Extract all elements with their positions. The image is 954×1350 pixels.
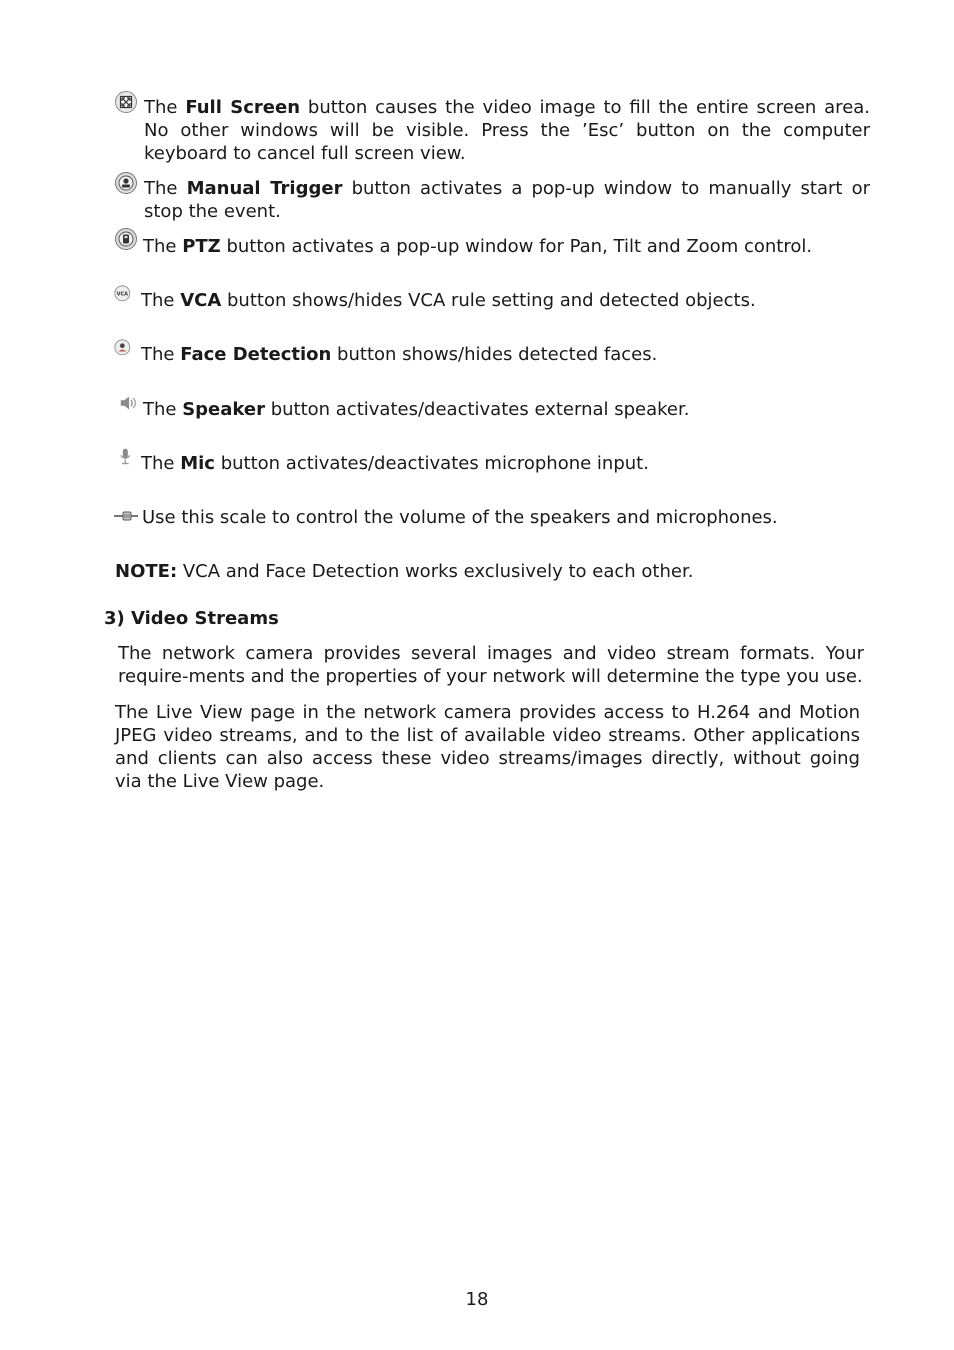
face-detection-icon [114, 339, 134, 359]
fullscreen-description: The Full Screen button causes the video image to fill the entire screen area. No other windows will be visible. Press the ’Esc’ button on the computer keyboard to cancel full screen view. [114, 96, 870, 165]
volume-scale-description: Use this scale to control the volume of the speakers and microphones. [114, 506, 870, 529]
section-heading: 3) Video Streams [104, 608, 279, 629]
page-number: 18 [465, 1289, 489, 1310]
vca-icon [114, 285, 134, 305]
manual-trigger-description: The Manual Trigger button activates a pop-up window to manually start or stop the event. [114, 177, 870, 223]
speaker-icon [118, 392, 140, 414]
term-bold: PTZ [182, 236, 221, 257]
ptz-description: The PTZ button activates a pop-up window for Pan, Tilt and Zoom control. [114, 235, 870, 258]
mic-description: The Mic button activates/deactivates microphone input. [114, 452, 870, 475]
term-bold: Face Detection [180, 344, 332, 365]
fullscreen-icon [114, 90, 138, 114]
term-bold: Full Screen [185, 97, 301, 118]
note-label: NOTE: [115, 561, 178, 582]
term-bold: VCA [180, 290, 222, 311]
vca-description: VCA The VCA button shows/hides VCA rule setting and detected objects. [114, 289, 870, 312]
term-bold: Manual Trigger [186, 178, 343, 199]
speaker-description: The Speaker button activates/deactivates external speaker. [114, 398, 870, 421]
svg-text:VCA: VCA [116, 291, 129, 298]
face-detection-description: The Face Detection button shows/hides detected faces. [114, 343, 870, 366]
term-bold: Speaker [182, 399, 265, 420]
volume-scale-icon [114, 510, 138, 522]
note-text: VCA and Face Detection works exclusively to each other. [177, 561, 694, 582]
ptz-icon [114, 227, 138, 251]
manual-trigger-icon [114, 171, 138, 195]
paragraph: The Live View page in the network camera provides access to H.264 and Motion JPEG video streams, and to the list of available video streams. Other applications and clients can also access these video streams/images directly, without going via the Live View page. [115, 702, 860, 792]
term-bold: Mic [180, 453, 215, 474]
note [115, 560, 693, 583]
mic-icon [117, 446, 137, 468]
paragraph: The network camera provides several images and video stream formats. Your require-ments and the properties of your network will determine the type you use. [118, 643, 864, 687]
